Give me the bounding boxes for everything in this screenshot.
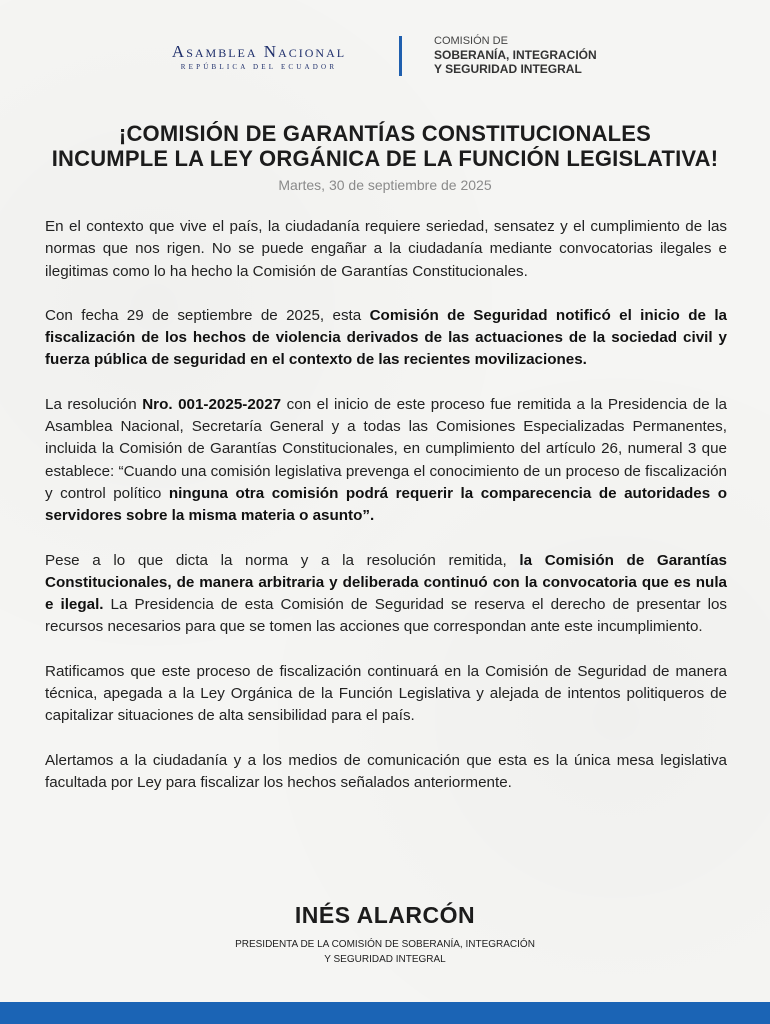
paragraph-2 xyxy=(45,305,727,372)
commission-line-1: COMISIÓN DE xyxy=(434,35,508,47)
paragraph-1 xyxy=(45,216,727,283)
paragraph-5-text: Ratificamos que este proceso de fiscalización continuará en la Comisión de Seguridad de manera técnica, apegada a la Ley Orgánica de la Función Legislativa y alejada de intentos politiqueros de capitalizar situaciones de alta sensibilidad para el país. xyxy=(45,662,727,725)
signatory-role-line-2: Y SEGURIDAD INTEGRAL xyxy=(324,954,446,965)
paragraph-5 xyxy=(45,661,727,728)
paragraph-4 xyxy=(45,550,727,639)
paragraph-1-text: En el contexto que vive el país, la ciudadanía requiere seriedad, sensatez y el cumplimiento de las normas que nos rigen. No se puede engañar a la ciudadanía mediante convocatorias ilegales e ilegitimas como lo ha hecho la Comisión de Garantías Constitucionales. xyxy=(45,218,727,280)
footer-bar xyxy=(0,1002,770,1024)
paragraph-3-text-a: La resolución xyxy=(45,395,143,413)
paragraph-6-text: Alertamos a la ciudadanía y a los medios de comunicación que esta es la única mesa legislativa facultada por Ley para fiscalizar los hechos señalados anteriormente. xyxy=(45,751,727,791)
paragraph-2-bold: Comisión de Seguridad notificó el inicio de la fiscalización de los hechos de violencia derivados de las actuaciones de la sociedad civil y fuerza pública de seguridad en el contexto de las recientes movilizaciones. xyxy=(45,306,727,369)
paragraph-6 xyxy=(45,750,727,795)
publication-date: Martes, 30 de septiembre de 2025 xyxy=(278,177,492,193)
commission-line-3: Y SEGURIDAD INTEGRAL xyxy=(434,62,582,76)
paragraph-2-text: Con fecha 29 de septiembre de 2025, esta xyxy=(45,306,370,324)
signatory-role xyxy=(0,937,770,967)
logo-title: Asamblea Nacional xyxy=(171,42,347,61)
header-divider xyxy=(399,36,402,76)
paragraph-3-bold-quote: ninguna otra comisión podrá requerir la comparecencia de autoridades o servidores sobre la misma materia o asunto”. xyxy=(45,484,727,525)
paragraph-3 xyxy=(45,394,727,528)
headline-line-1: ¡COMISIÓN DE GARANTÍAS CONSTITUCIONALES xyxy=(118,121,652,146)
commission-line-2: SOBERANÍA, INTEGRACIÓN xyxy=(434,48,597,62)
letterhead xyxy=(0,34,770,84)
paragraph-4-bold: la Comisión de Garantías Constitucionales, de manera arbitraria y deliberada continuó con la convocatoria que es nula e ilegal. xyxy=(45,551,727,614)
asamblea-logo xyxy=(148,42,370,71)
paragraph-4-text-a: Pese a lo que dicta la norma y a la resolución remitida, xyxy=(45,551,520,569)
statement-body xyxy=(45,216,727,816)
logo-subtitle: REPÚBLICA DEL ECUADOR xyxy=(180,63,338,71)
headline xyxy=(0,121,770,171)
resolution-number: Nro. 001-2025-2027 xyxy=(142,395,282,413)
signatory-role-line-1: PRESIDENTA DE LA COMISIÓN DE SOBERANÍA, INTEGRACIÓN xyxy=(235,939,535,950)
paragraph-4-text-c: La Presidencia de esta Comisión de Seguridad se reserva el derecho de presentar los recursos necesarios para que se tomen las acciones que correspondan ante este incumplimiento. xyxy=(45,596,728,636)
paragraph-3-text-c: con el inicio de este proceso fue remitida a la Presidencia de la Asamblea Nacional, Secretaría General y a todas las Comisiones Especializadas Permanentes, incluida la Comisión de Garantías Constitucionales, en cumplimiento del artículo 26, numeral 3 que establece: “Cuando una comisión legislativa prevenga el conocimiento de un proceso de fiscalización y control político xyxy=(45,395,728,502)
signatory-name: INÉS ALARCÓN xyxy=(294,902,476,928)
headline-line-2: INCUMPLE LA LEY ORGÁNICA DE LA FUNCIÓN LEGISLATIVA! xyxy=(51,146,719,171)
commission-name xyxy=(434,34,597,76)
